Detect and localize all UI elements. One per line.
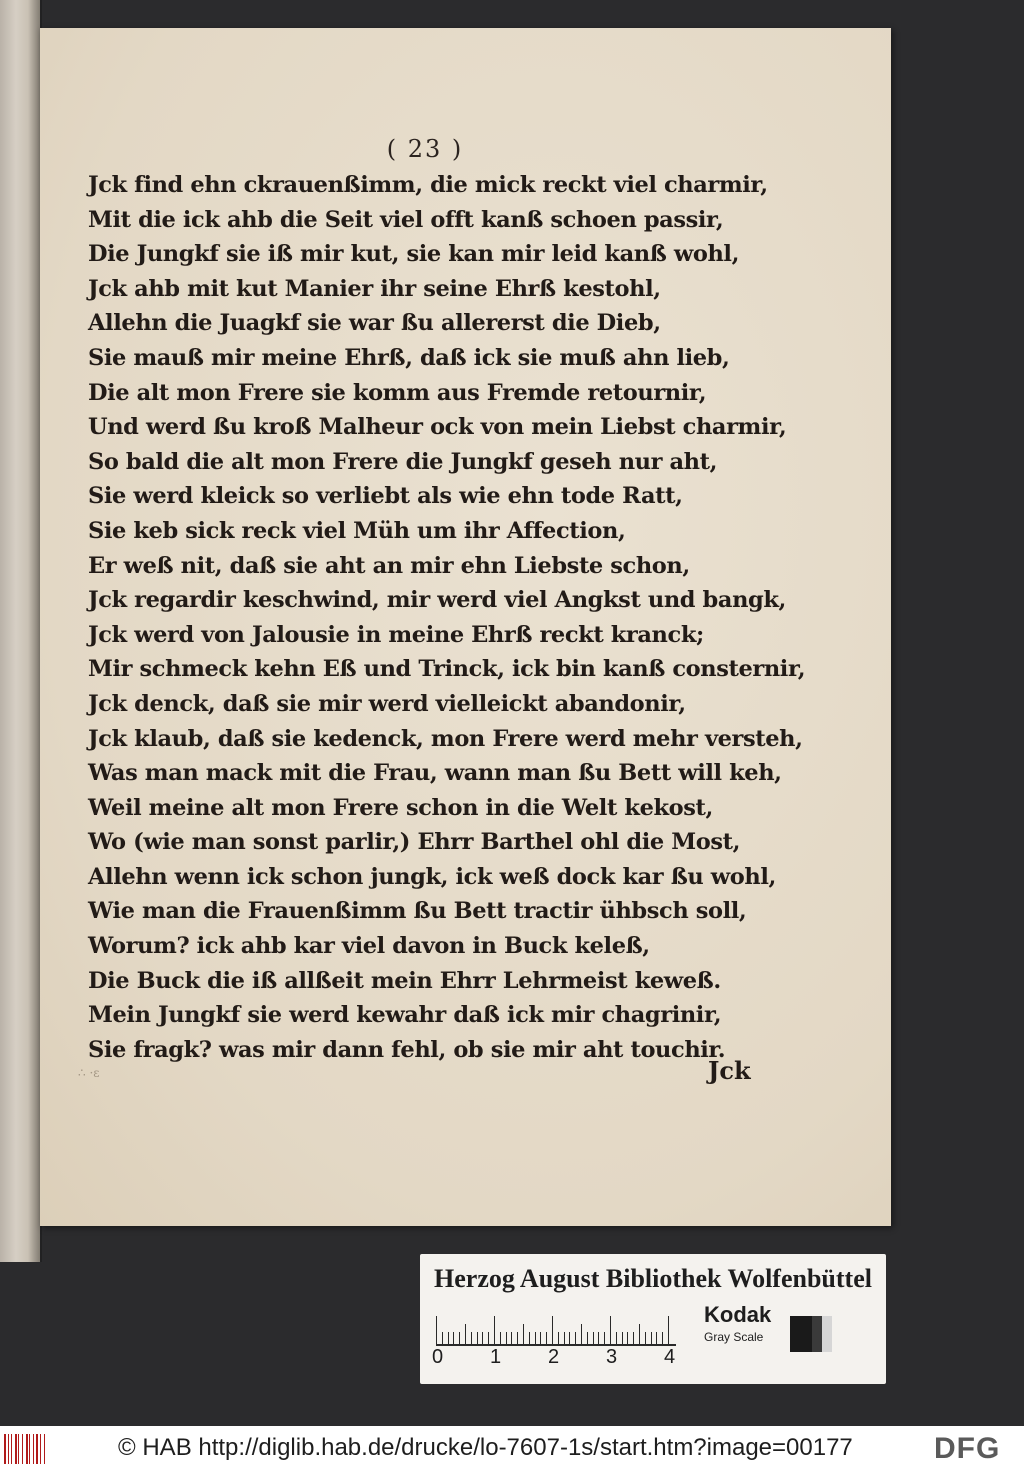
ruler-number: 4 [664,1346,676,1368]
ruler-tick [645,1332,646,1344]
barcode-stripe [22,1434,23,1464]
ruler-tick [540,1332,541,1344]
catchword: Jck [708,1056,751,1085]
ruler-tick [436,1316,437,1344]
barcode-stripe [33,1434,34,1464]
verse-line: Sie fragk? was mir dann fehl, ob sie mir aht touchir. [88,1036,726,1063]
verse-line: Weil meine alt mon Frere schon in die Welt kekost, [88,794,713,821]
barcode-stripe [36,1434,38,1464]
verse-line: Sie keb sick reck viel Müh um ihr Affection, [88,517,626,544]
ruler-tick [564,1332,565,1344]
gray-scale-label: Gray Scale [704,1330,764,1344]
ruler-tick [535,1332,536,1344]
ruler-tick [581,1324,582,1344]
footer-bar [0,1426,1024,1472]
ruler-tick [552,1316,553,1344]
kodak-logo: Kodak [704,1302,772,1327]
verse-line: Mein Jungkf sie werd kewahr daß ick mir chagrinir, [88,1002,722,1029]
verse-line: Mit die ick ahb die Seit viel offt kanß schoen passir, [88,206,724,233]
verse-line: Sie mauß mir meine Ehrß, daß ick sie muß ahn lieb, [88,344,730,371]
ruler-number: 3 [606,1346,618,1368]
ruler-tick [662,1332,663,1344]
verse-line: Jck ahb mit kut Manier ihr seine Ehrß kestohl, [88,275,661,302]
verse-line: Jck werd von Jalousie in meine Ehrß reckt kranck; [88,621,704,648]
ruler-tick [610,1316,611,1344]
copyright-url[interactable]: © HAB http://diglib.hab.de/drucke/lo-7607-1s/start.htm?image=00177 [118,1434,853,1461]
verse-line: Jck find ehn ckrauenßimm, die mick reckt viel charmir, [88,172,768,198]
ruler-tick [656,1332,657,1344]
ruler-tick [633,1332,634,1344]
ruler-tick [639,1324,640,1344]
ruler-tick [459,1332,460,1344]
verse-text-block [88,168,806,1067]
ruler-tick [587,1332,588,1344]
ruler-tick [506,1332,507,1344]
ruler-tick [604,1332,605,1344]
verse-line: Allehn die Juagkf sie war ßu allererst die Dieb, [88,310,661,337]
verse-line: Und werd ßu kroß Malheur ock von mein Liebst charmir, [88,414,787,441]
verse-line: So bald die alt mon Frere die Jungkf geseh nur aht, [88,448,718,475]
library-name: Herzog August Bibliothek Wolfenbüttel [434,1264,872,1293]
verse-line: Die Buck die iß allßeit mein Ehrr Lehrmeist keweß. [88,967,721,994]
color-reference-card [420,1254,886,1384]
dfg-logo: DFG [934,1432,1001,1465]
ruler-tick [477,1332,478,1344]
ruler-tick [546,1332,547,1344]
verse-line: Sie werd kleick so verliebt als wie ehn tode Ratt, [88,483,683,510]
ruler-tick [448,1332,449,1344]
verse-line: Allehn wenn ick schon jungk, ick weß dock kar ßu wohl, [88,863,776,890]
verse-line: Wie man die Frauenßimm ßu Bett tractir ühbsch soll, [88,898,747,925]
ruler-tick [622,1332,623,1344]
ruler-tick [511,1332,512,1344]
verse-line: Jck klaub, daß sie kedenck, mon Frere werd mehr versteh, [88,725,803,752]
barcode-stripe [40,1434,41,1464]
scale-ruler [436,1304,676,1346]
ruler-tick [575,1332,576,1344]
light-swatch [822,1316,832,1352]
verse-line: Was man mack mit die Frau, wann man ßu Bett will keh, [88,760,782,787]
ruler-tick [598,1332,599,1344]
ruler-tick [627,1332,628,1344]
verse-line: Mir schmeck kehn Eß und Trinck, ick bin kanß consternir, [88,656,806,683]
verse-line: Worum? ick ahb kar viel davon in Buck keleß, [88,933,650,960]
verse-line: Jck denck, daß sie mir werd vielleickt abandonir, [88,690,686,717]
barcode-stripe [18,1434,19,1464]
page-number: ( 23 ) [386,135,464,163]
ruler-tick [482,1332,483,1344]
dark-swatch [812,1316,822,1352]
ruler-tick [494,1316,495,1344]
black-swatch [790,1316,812,1352]
ruler-tick [465,1324,466,1344]
verse-line: Die Jungkf sie iß mir kut, sie kan mir leid kanß wohl, [88,241,740,268]
verse-line: Wo (wie man sonst parlir,) Ehrr Barthel ohl die Most, [88,829,741,856]
ruler-tick [453,1332,454,1344]
ruler-number: 1 [490,1346,502,1368]
ruler-tick [651,1332,652,1344]
verse-line: Die alt mon Frere sie komm aus Fremde retournir, [88,379,707,406]
verse-line: Jck regardir keschwind, mir werd viel Angkst und bangk, [88,587,786,614]
ruler-tick [569,1332,570,1344]
ruler-tick [442,1332,443,1344]
ruler-number: 0 [432,1346,444,1368]
barcode-stripe [8,1434,9,1464]
ruler-tick [593,1332,594,1344]
barcode-stripe [15,1434,17,1464]
barcode-stripe [11,1434,12,1464]
barcode-stripe [4,1434,6,1464]
barcode-stripe [44,1434,45,1464]
barcode-icon [4,1434,48,1464]
ruler-tick [616,1332,617,1344]
ruler-tick [488,1332,489,1344]
ruler-tick [471,1332,472,1344]
ruler-tick [668,1316,669,1344]
barcode-stripe [26,1434,28,1464]
verse-line: Er weß nit, daß sie aht an mir ehn Liebste schon, [88,552,690,579]
ruler-number: 2 [548,1346,560,1368]
ink-smudge: ∴ ·ɛ [78,1066,100,1080]
ruler-tick [517,1332,518,1344]
ruler-tick [523,1324,524,1344]
ruler-tick [558,1332,559,1344]
ruler-tick [500,1332,501,1344]
ruler-tick [529,1332,530,1344]
barcode-stripe [29,1434,30,1464]
